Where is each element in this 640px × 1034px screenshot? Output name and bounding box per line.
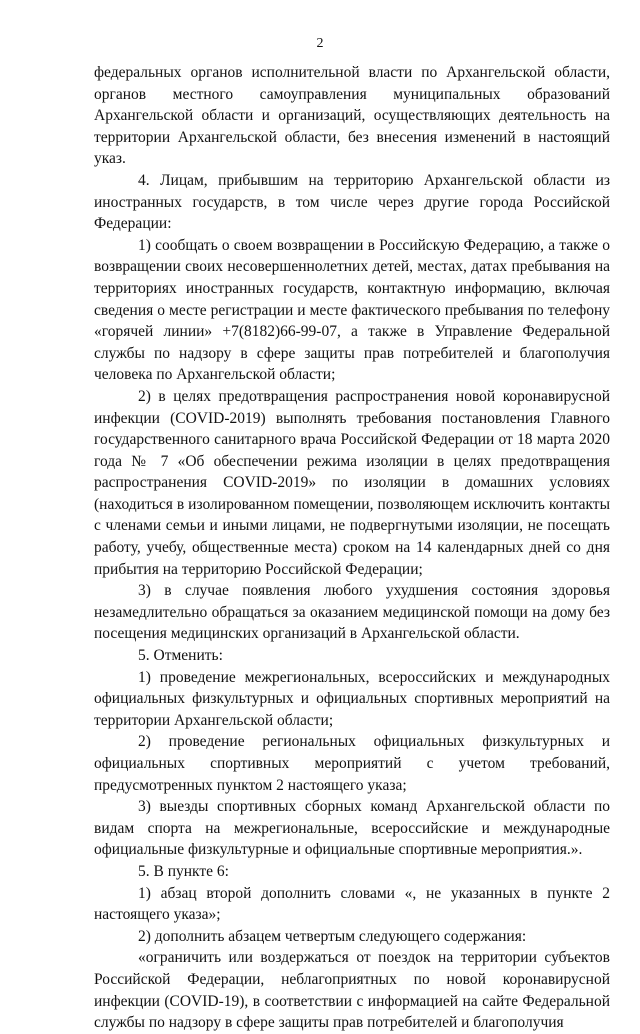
paragraph: 5. В пункте 6:: [138, 862, 229, 880]
paragraph: «ограничить или воздержаться от поездок на территории субъектов Российской Федерации, неблагоприятных по новой коронавирусной инфекции (COVID-19), в соответствии с информацией на сайте Федеральной службы по надзору в сфере защиты прав потребителей и благополучия: [94, 949, 610, 1032]
paragraph: 2) проведение региональных официальных физкультурных и официальных спортивных мероприятий с учетом требований, предусмотренных пунктом 2 настоящего указа;: [94, 733, 610, 794]
paragraph: 3) выезды спортивных сборных команд Архангельской области по видам спорта на межрегиональные, всероссийские и международные официальные физкультурные и официальные спортивные мероприятия.».: [94, 798, 610, 859]
paragraph: 4. Лицам, прибывшим на территорию Архангельской области из иностранных государств, в том числе через другие города Российской Федерации:: [94, 171, 610, 233]
paragraph: 1) абзац второй дополнить словами «, не указанных в пункте 2 настоящего указа»;: [94, 884, 610, 924]
paragraph: 1) проведение межрегиональных, всероссийских и международных официальных физкультурных и официальных спортивных мероприятий на территории Архангельской области;: [94, 668, 610, 729]
paragraph: 1) сообщать о своем возвращении в Российскую Федерацию, а также о возвращении своих несовершеннолетних детей, местах, датах пребывания на территориях иностранных государств, контактную информацию, включая сведения о месте регистрации и месте фактического пребывания по телефону «горячей линии» +7(8182)66-99-07, а также в Управление Федеральной службы по надзору в сфере защиты прав потребителей и благополучия человека по Архангельской области;: [94, 236, 610, 384]
page-number: 2: [316, 36, 324, 51]
paragraph: 2) дополнить абзацем четвертым следующего содержания:: [138, 927, 527, 945]
paragraph: 3) в случае появления любого ухудшения состояния здоровья незамедлительно обращаться за оказанием медицинской помощи на дому без посещения медицинских организаций в Архангельской области.: [94, 582, 610, 643]
document-body: [94, 62, 610, 1034]
paragraph: 5. Отменить:: [138, 647, 223, 665]
paragraph: 2) в целях предотвращения распространения новой коронавирусной инфекции (COVID-2019) выполнять требования постановления Главного государственного санитарного врача Российской Федерации от 18 марта 2020 года № 7 «Об обеспечении режима изоляции в целях предотвращения распространения COVID-2019» по изоляции в домашних условиях (находиться в изолированном помещении, позволяющем исключить контакты с членами семьи и иными лицами, не подвергнутыми изоляции, не посещать работу, учебу, общественные места) сроком на 14 календарных дней со дня прибытия на территорию Российской Федерации;: [94, 387, 610, 578]
paragraph: федеральных органов исполнительной власти по Архангельской области, органов местного самоуправления муниципальных образований Архангельской области и организаций, осуществляющих деятельность на территории Архангельской области, без внесения изменений в настоящий указ.: [94, 64, 610, 168]
